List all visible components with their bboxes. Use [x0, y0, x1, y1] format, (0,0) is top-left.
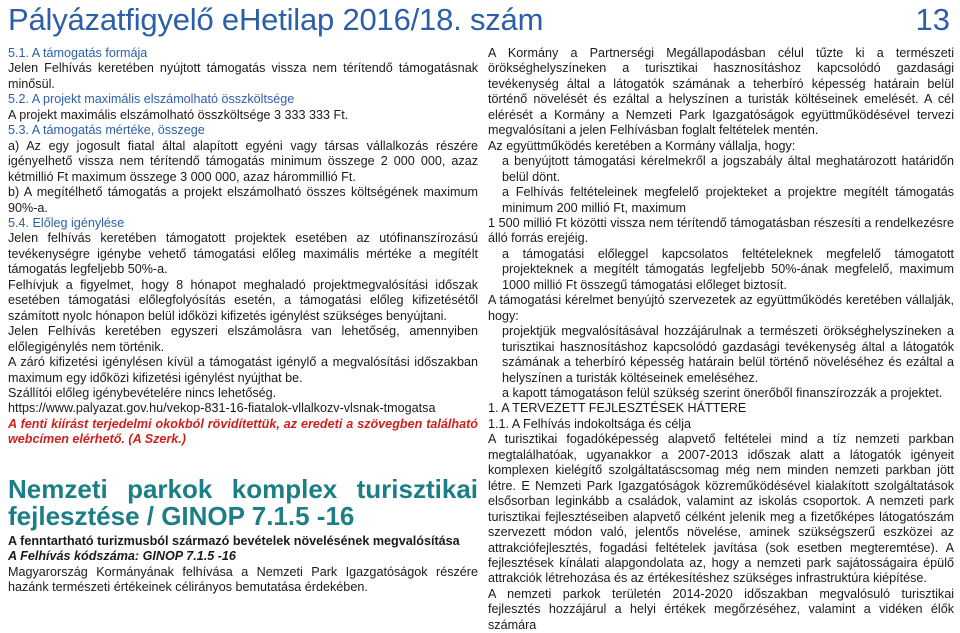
- spacer: [8, 448, 478, 468]
- right-p5: 1 500 millió Ft közötti vissza nem térítendő támogatásban részesíti a rendelkezésre álló forrás erejéig.: [488, 215, 954, 246]
- section-5-1-body: Jelen Felhívás keretében nyújtott támogatás vissza nem térítendő támogatásnak minősül.: [8, 61, 478, 91]
- page-header: [0, 0, 960, 44]
- section-5-4-p3: Jelen Felhívás keretében egyszeri elszámolásra van lehetőség, amennyiben előlegigénylés nem történik.: [8, 324, 478, 354]
- section-5-4-p4: A záró kifizetési igénylésen kívül a támogatást igénylő a megvalósítási időszakban maximum egy időközi kifizetési igénylést nyújthat be.: [8, 355, 478, 385]
- section-5-4-p5: Szállítói előleg igénybevételére nincs lehetőség.: [8, 385, 277, 400]
- call-code: A Felhívás kódszáma: GINOP 7.1.5 -16: [8, 549, 236, 564]
- article-title: Nemzeti parkok komplex turisztikai fejlesztése / GINOP 7.1.5 -16: [8, 473, 478, 531]
- right-p1: A Kormány a Partnerségi Megállapodásban célul tűzte ki a természeti örökséghelyszíneken a turisztikai hasznosításhoz kapcsolódó gazdasági tevékenység által a látogatók számának a teherbíró képesség határain belül történő növelését és ezáltal a helyszínen a turisták költéseinek emelését. A cél elérését a Kormány a Nemzeti Park Igazgatóságok együttműködésével tervezi megvalósítani a jelen Felhívásban foglalt feltételek mentén.: [488, 46, 954, 138]
- section-5-1-title: 5.1. A támogatás formája: [8, 46, 148, 60]
- section-5-2-body: A projekt maximális elszámolható összköltsége 3 333 333 Ft.: [8, 107, 349, 122]
- right-p6: a támogatási előleggel kapcsolatos feltételeknek megfelelő támogatott projekteknek a megítélt támogatás legfeljebb 50%-ának megfelelő, maximum 1000 millió Ft összegű támogatási előleget biztosít.: [502, 246, 954, 292]
- right-p11: A nemzeti parkok területén 2014-2020 időszakban megvalósuló turisztikai fejlesztés hozzájárul a helyi értékek megőrzéséhez, valamint a vidéken élők számára: [488, 586, 954, 632]
- section-5-4-p1: Jelen felhívás keretében támogatott projektek esetében az utófinanszírozású tevékenységre igénybe vehető támogatási előleg maximális mértéke a megítélt támogatás legfeljebb 50%-a.: [8, 231, 478, 277]
- article-intro: Magyarország Kormányának felhívása a Nemzeti Park Igazgatóságok részére hazánk természeti értékeinek célirányos bemutatása érdekében.: [8, 564, 478, 595]
- left-column: [8, 46, 478, 596]
- publication-title: Pályázatfigyelő eHetilap 2016/18. szám: [8, 2, 544, 37]
- section-5-3-b: b) A megítélhető támogatás a projekt elszámolható összes költségének maximum 90%-a.: [8, 185, 478, 215]
- section-1-heading: 1. A TERVEZETT FEJLESZTÉSEK HÁTTERE: [488, 401, 747, 416]
- page-number: 13: [915, 2, 950, 37]
- right-column: [488, 46, 954, 633]
- section-5-3-title: 5.3. A támogatás mértéke, összege: [8, 123, 205, 138]
- right-p3: a benyújtott támogatási kérelmekről a jogszabály által meghatározott határidőn belül dönt.: [502, 154, 954, 184]
- right-p10: A turisztikai fogadóképesség alapvető feltételei mind a tíz nemzeti parkban megtalálhatóak, ugyanakkor a 2007-2013 időszak alatt a látogatók igényeit komplexen kielégítő szolgáltatáscsomag még nem minden nemzeti parkban jött létre. E Nemzeti Park Igazgatóságok közreműködésével kialakított szolgáltatások elsősorban leginkább a családok, valamint az iskolás csoportok. A nemzeti park turisztikai fejlesztéseiben alapvető célként jelenik meg a fizetőképes látogatószám szervezett módon való, jelentős növelése, aminek szükségszerű eszközei az attrakciófejlesztés, fogadási feltételek javítása (sok esetben megteremtése). A fejlesztések kínálati alapgondolata az, hogy a nemzeti park sajátosságaira épülő attrakciók létrehozása és az értékesítéshez szükséges infrastruktúra kiépítése.: [488, 432, 954, 586]
- section-5-3-a: a) Az egy jogosult fiatal által alapított egyéni vagy társas vállalkozás részére igényelhető vissza nem térítendő támogatás minimum összege 2 000 000, azaz kétmillió Ft maximum összege 3 000 000, azaz hárommillió Ft.: [8, 138, 478, 184]
- section-5-4-p2: Felhívjuk a figyelmet, hogy 8 hónapot meghaladó projektmegvalósítási időszak esetében támogatási előlegfolyósítás esetén, a támogatási előleg kifizetésétől számított nyolc hónapon belül időközi kifizetés igénylést szükséges benyújtani.: [8, 277, 478, 323]
- section-5-2-title: 5.2. A projekt maximális elszámolható összköltsége: [8, 92, 295, 107]
- section-1-1-heading: 1.1. A Felhívás indokoltsága és célja: [488, 416, 692, 431]
- article-subtitle: A fenntartható turizmusból származó bevételek növelésének megvalósítása: [8, 533, 460, 548]
- right-p8: projektjük megvalósításával hozzájárulnak a természeti örökséghelyszíneken a turisztikai hasznosításhoz kapcsolódó gazdasági tevékenység által a látogatók számának a teherbíró képesség határain belül történő növeléséhez és ezáltal a helyszínen a turisták költéseinek emeléséhez.: [502, 324, 954, 385]
- source-url-link[interactable]: https://www.palyazat.gov.hu/vekop-831-16-fiatalok-vllalkozv-vlsnak-tmogatsa: [8, 401, 436, 416]
- right-p2: Az együttműködés keretében a Kormány vállalja, hogy:: [488, 138, 796, 153]
- right-p9: a kapott támogatáson felül szükség szerint önerőből finanszírozzák a projektet.: [502, 385, 943, 400]
- editor-note: A fenti kiírást terjedelmi okokból rövidítettük, az eredeti a szövegben található webcímen elérhető. (A Szerk.): [8, 416, 478, 447]
- right-p4: a Felhívás feltételeinek megfelelő projekteket a projektre megítélt támogatás minimum 200 millió Ft, maximum: [502, 185, 954, 215]
- right-p7: A támogatási kérelmet benyújtó szervezetek az együttműködés keretében vállalják, hogy:: [488, 293, 954, 323]
- section-5-4-title: 5.4. Előleg igénylése: [8, 215, 125, 230]
